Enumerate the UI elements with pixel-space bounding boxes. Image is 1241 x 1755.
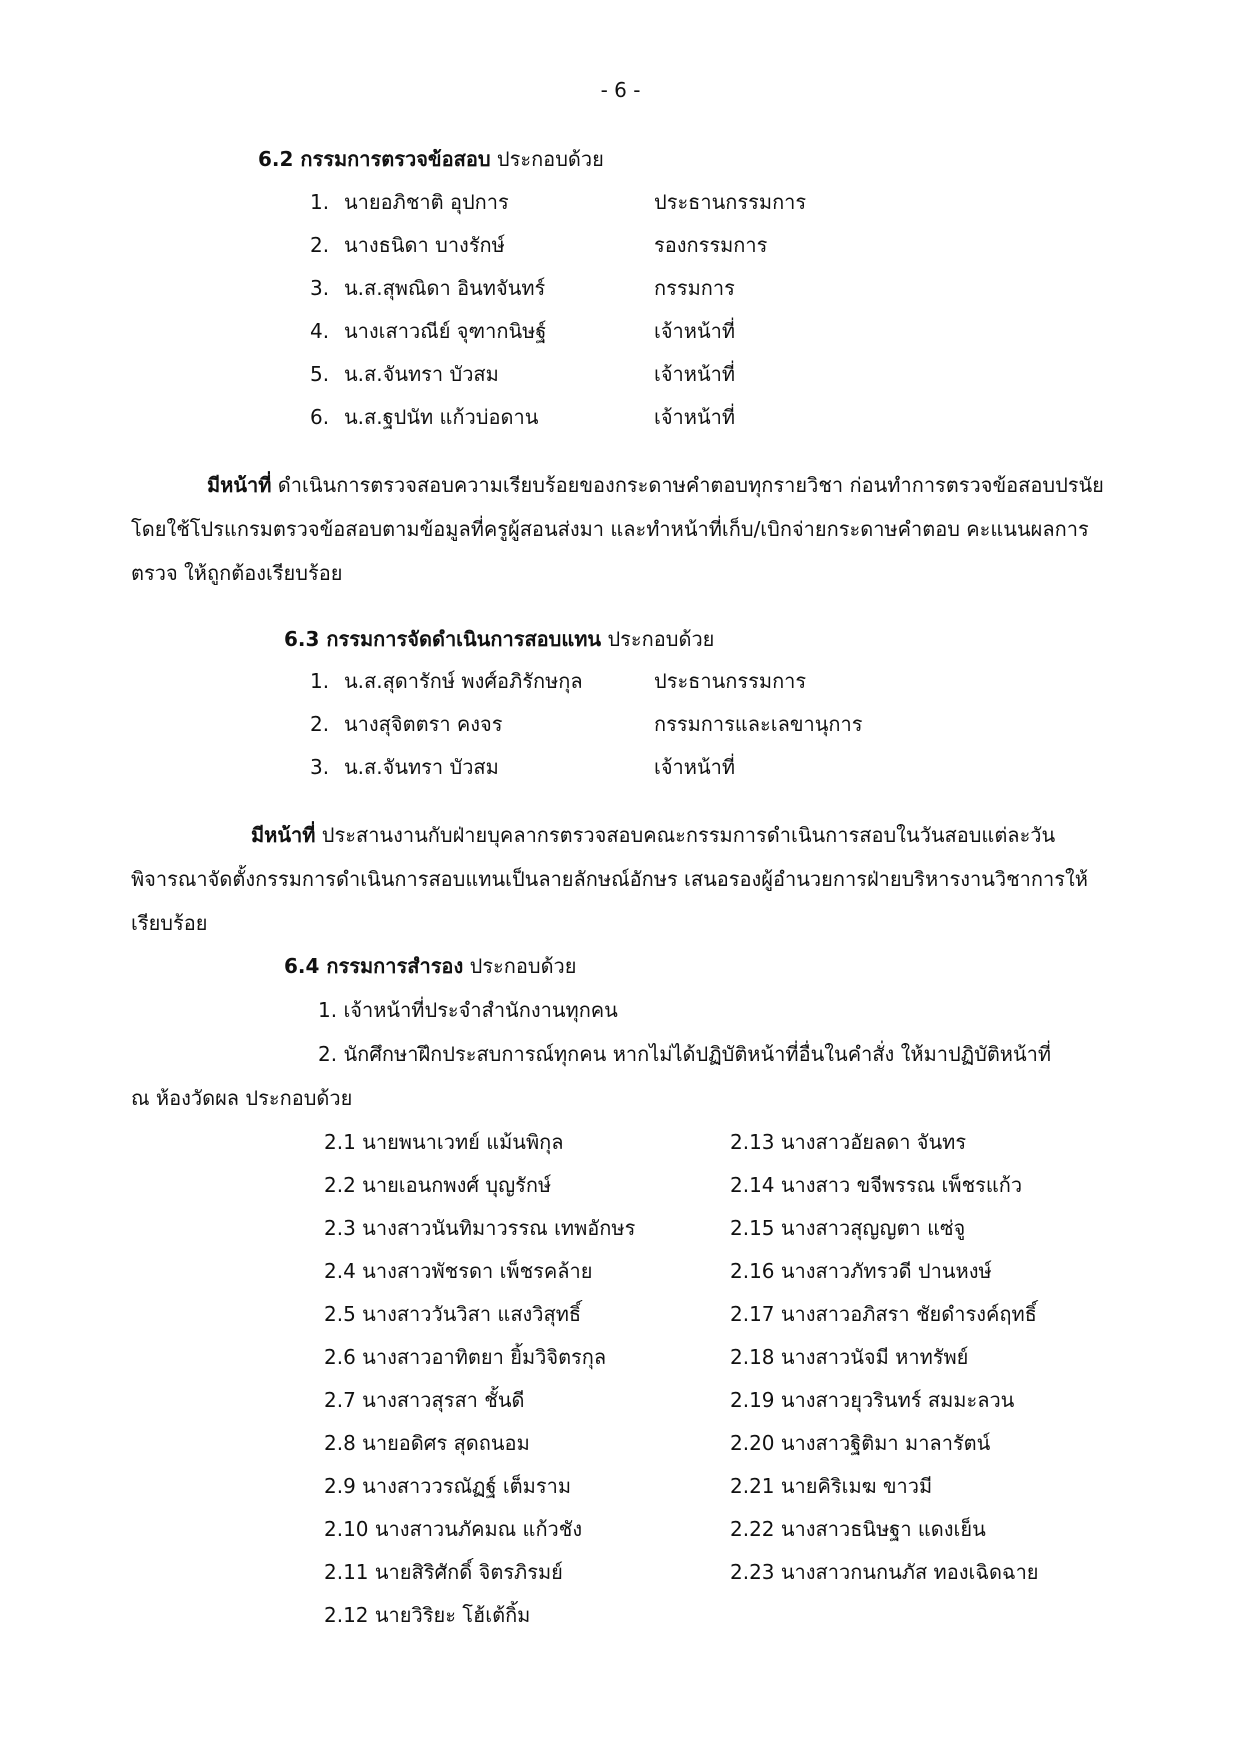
reserve-item-2-continued: ณ ห้องวัดผล ประกอบด้วย bbox=[131, 1086, 353, 1110]
list-item: 2.16 นางสาวภัทรวดี ปานหงษ์ bbox=[730, 1259, 992, 1283]
list-item: 2.20 นางสาวฐิติมา มาลารัตน์ bbox=[730, 1431, 991, 1455]
reserve-item-2: 2. นักศึกษาฝึกประสบการณ์ทุกคน หากไม่ได้ปฏิบัติหน้าที่อื่นในคำสั่ง ให้มาปฏิบัติหน้าที่ bbox=[318, 1042, 1052, 1066]
member-num: 3. bbox=[310, 276, 330, 300]
member-name: น.ส.สุดารักษ์ พงศ์อภิรักษกุล bbox=[344, 669, 583, 693]
member-num: 2. bbox=[310, 233, 330, 257]
section-6-2-title: 6.2 กรรมการตรวจข้อสอบ bbox=[258, 147, 491, 171]
member-name: น.ส.จันทรา บัวสม bbox=[344, 755, 499, 779]
duty-text: ประสานงานกับฝ่ายบุคลากรตรวจสอบคณะกรรมการดำเนินการสอบในวันสอบแต่ละวัน bbox=[315, 823, 1056, 847]
section-6-2-suffix: ประกอบด้วย bbox=[490, 147, 604, 171]
list-item: 2.17 นางสาวอภิสรา ชัยดำรงค์ฤทธิ์ bbox=[730, 1302, 1037, 1326]
list-item: 2.19 นางสาวยุวรินทร์ สมมะลวน bbox=[730, 1388, 1015, 1412]
list-item: 2.5 นางสาววันวิสา แสงวิสุทธิ์ bbox=[324, 1302, 582, 1326]
member-name: น.ส.สุพณิดา อินทจันทร์ bbox=[344, 276, 546, 300]
member-name: นางเสาวณีย์ จุฑากนิษฐ์ bbox=[344, 319, 547, 343]
member-role: เจ้าหน้าที่ bbox=[654, 362, 736, 386]
list-item: 2.14 นางสาว ขจีพรรณ เพ็ชรแก้ว bbox=[730, 1173, 1023, 1197]
member-role: ประธานกรรมการ bbox=[654, 190, 807, 214]
section-6-2-heading bbox=[258, 146, 604, 172]
list-item: 2.6 นางสาวอาทิตยา ยิ้มวิจิตรกุล bbox=[324, 1345, 607, 1369]
list-item: 2.4 นางสาวพัชรดา เพ็ชรคล้าย bbox=[324, 1259, 593, 1283]
list-item: 2.2 นายเอนกพงศ์ บุญรักษ์ bbox=[324, 1173, 552, 1197]
member-role: รองกรรมการ bbox=[654, 233, 768, 257]
list-item: 2.10 นางสาวนภัคมณ แก้วชัง bbox=[324, 1517, 583, 1541]
list-item: 2.12 นายวิริยะ โฮ้เต้กิ้ม bbox=[324, 1603, 531, 1627]
duty-line: โดยใช้โปรแกรมตรวจข้อสอบตามข้อมูลที่ครูผู้สอนส่งมา และทำหน้าที่เก็บ/เบิกจ่ายกระดาษคำตอบ คะแนนผลการ bbox=[131, 517, 1089, 541]
list-item: 2.3 นางสาวนันทิมาวรรณ เทพอักษร bbox=[324, 1216, 636, 1240]
reserve-item-1: 1. เจ้าหน้าที่ประจำสำนักงานทุกคน bbox=[318, 998, 618, 1022]
member-num: 1. bbox=[310, 669, 330, 693]
section-6-3-heading bbox=[284, 626, 714, 652]
member-num: 1. bbox=[310, 190, 330, 214]
list-item: 2.11 นายสิริศักดิ์ จิตรภิรมย์ bbox=[324, 1560, 563, 1584]
section-6-4-suffix: ประกอบด้วย bbox=[463, 954, 577, 978]
list-item: 2.23 นางสาวกนกนภัส ทองเฉิดฉาย bbox=[730, 1560, 1039, 1584]
member-num: 3. bbox=[310, 755, 330, 779]
member-name: นายอภิชาติ อุปการ bbox=[344, 190, 509, 214]
list-item: 2.18 นางสาวนัจมี หาทรัพย์ bbox=[730, 1345, 969, 1369]
section-6-3-suffix: ประกอบด้วย bbox=[601, 627, 715, 651]
member-num: 2. bbox=[310, 712, 330, 736]
section-6-4-title: 6.4 กรรมการสำรอง bbox=[284, 954, 464, 978]
member-role: เจ้าหน้าที่ bbox=[654, 405, 736, 429]
list-item: 2.1 นายพนาเวทย์ แม้นพิกุล bbox=[324, 1130, 564, 1154]
section-6-3-title: 6.3 กรรมการจัดดำเนินการสอบแทน bbox=[284, 627, 602, 651]
duty-label: มีหน้าที่ bbox=[207, 473, 272, 497]
member-num: 5. bbox=[310, 362, 330, 386]
duty-line: เรียบร้อย bbox=[131, 911, 208, 935]
member-role: เจ้าหน้าที่ bbox=[654, 755, 736, 779]
member-role: ประธานกรรมการ bbox=[654, 669, 807, 693]
member-role: เจ้าหน้าที่ bbox=[654, 319, 736, 343]
section-6-4-heading bbox=[284, 953, 577, 979]
member-num: 4. bbox=[310, 319, 330, 343]
list-item: 2.15 นางสาวสุญญตา แซ่จู bbox=[730, 1216, 966, 1240]
member-name: นางสุจิตตรา คงจร bbox=[344, 712, 503, 736]
member-role: กรรมการและเลขานุการ bbox=[654, 712, 863, 736]
duty-line: พิจารณาจัดตั้งกรรมการดำเนินการสอบแทนเป็นลายลักษณ์อักษร เสนอรองผู้อำนวยการฝ่ายบริหารงานวิชาการให้ bbox=[131, 867, 1088, 891]
duty-line: ตรวจ ให้ถูกต้องเรียบร้อย bbox=[131, 561, 343, 585]
list-item: 2.8 นายอดิศร สุดถนอม bbox=[324, 1431, 530, 1455]
duty-line bbox=[207, 472, 1104, 498]
list-item: 2.13 นางสาวอัยลดา จันทร bbox=[730, 1130, 967, 1154]
list-item: 2.22 นางสาวธนิษฐา แดงเย็น bbox=[730, 1517, 986, 1541]
duty-line bbox=[251, 822, 1055, 848]
duty-label: มีหน้าที่ bbox=[251, 823, 316, 847]
list-item: 2.9 นางสาววรณัฏฐ์ เต็มราม bbox=[324, 1474, 572, 1498]
member-num: 6. bbox=[310, 405, 330, 429]
member-name: น.ส.ฐปนัท แก้วบ่อดาน bbox=[344, 405, 539, 429]
list-item: 2.21 นายคิริเมฆ ขาวมี bbox=[730, 1474, 933, 1498]
member-role: กรรมการ bbox=[654, 276, 735, 300]
duty-text: ดำเนินการตรวจสอบความเรียบร้อยของกระดาษคำตอบทุกรายวิชา ก่อนทำการตรวจข้อสอบปรนัย bbox=[271, 473, 1104, 497]
page-number: - 6 - bbox=[600, 78, 641, 102]
member-name: นางธนิดา บางรักษ์ bbox=[344, 233, 505, 257]
member-name: น.ส.จันทรา บัวสม bbox=[344, 362, 499, 386]
list-item: 2.7 นางสาวสุรสา ชั้นดี bbox=[324, 1388, 525, 1412]
